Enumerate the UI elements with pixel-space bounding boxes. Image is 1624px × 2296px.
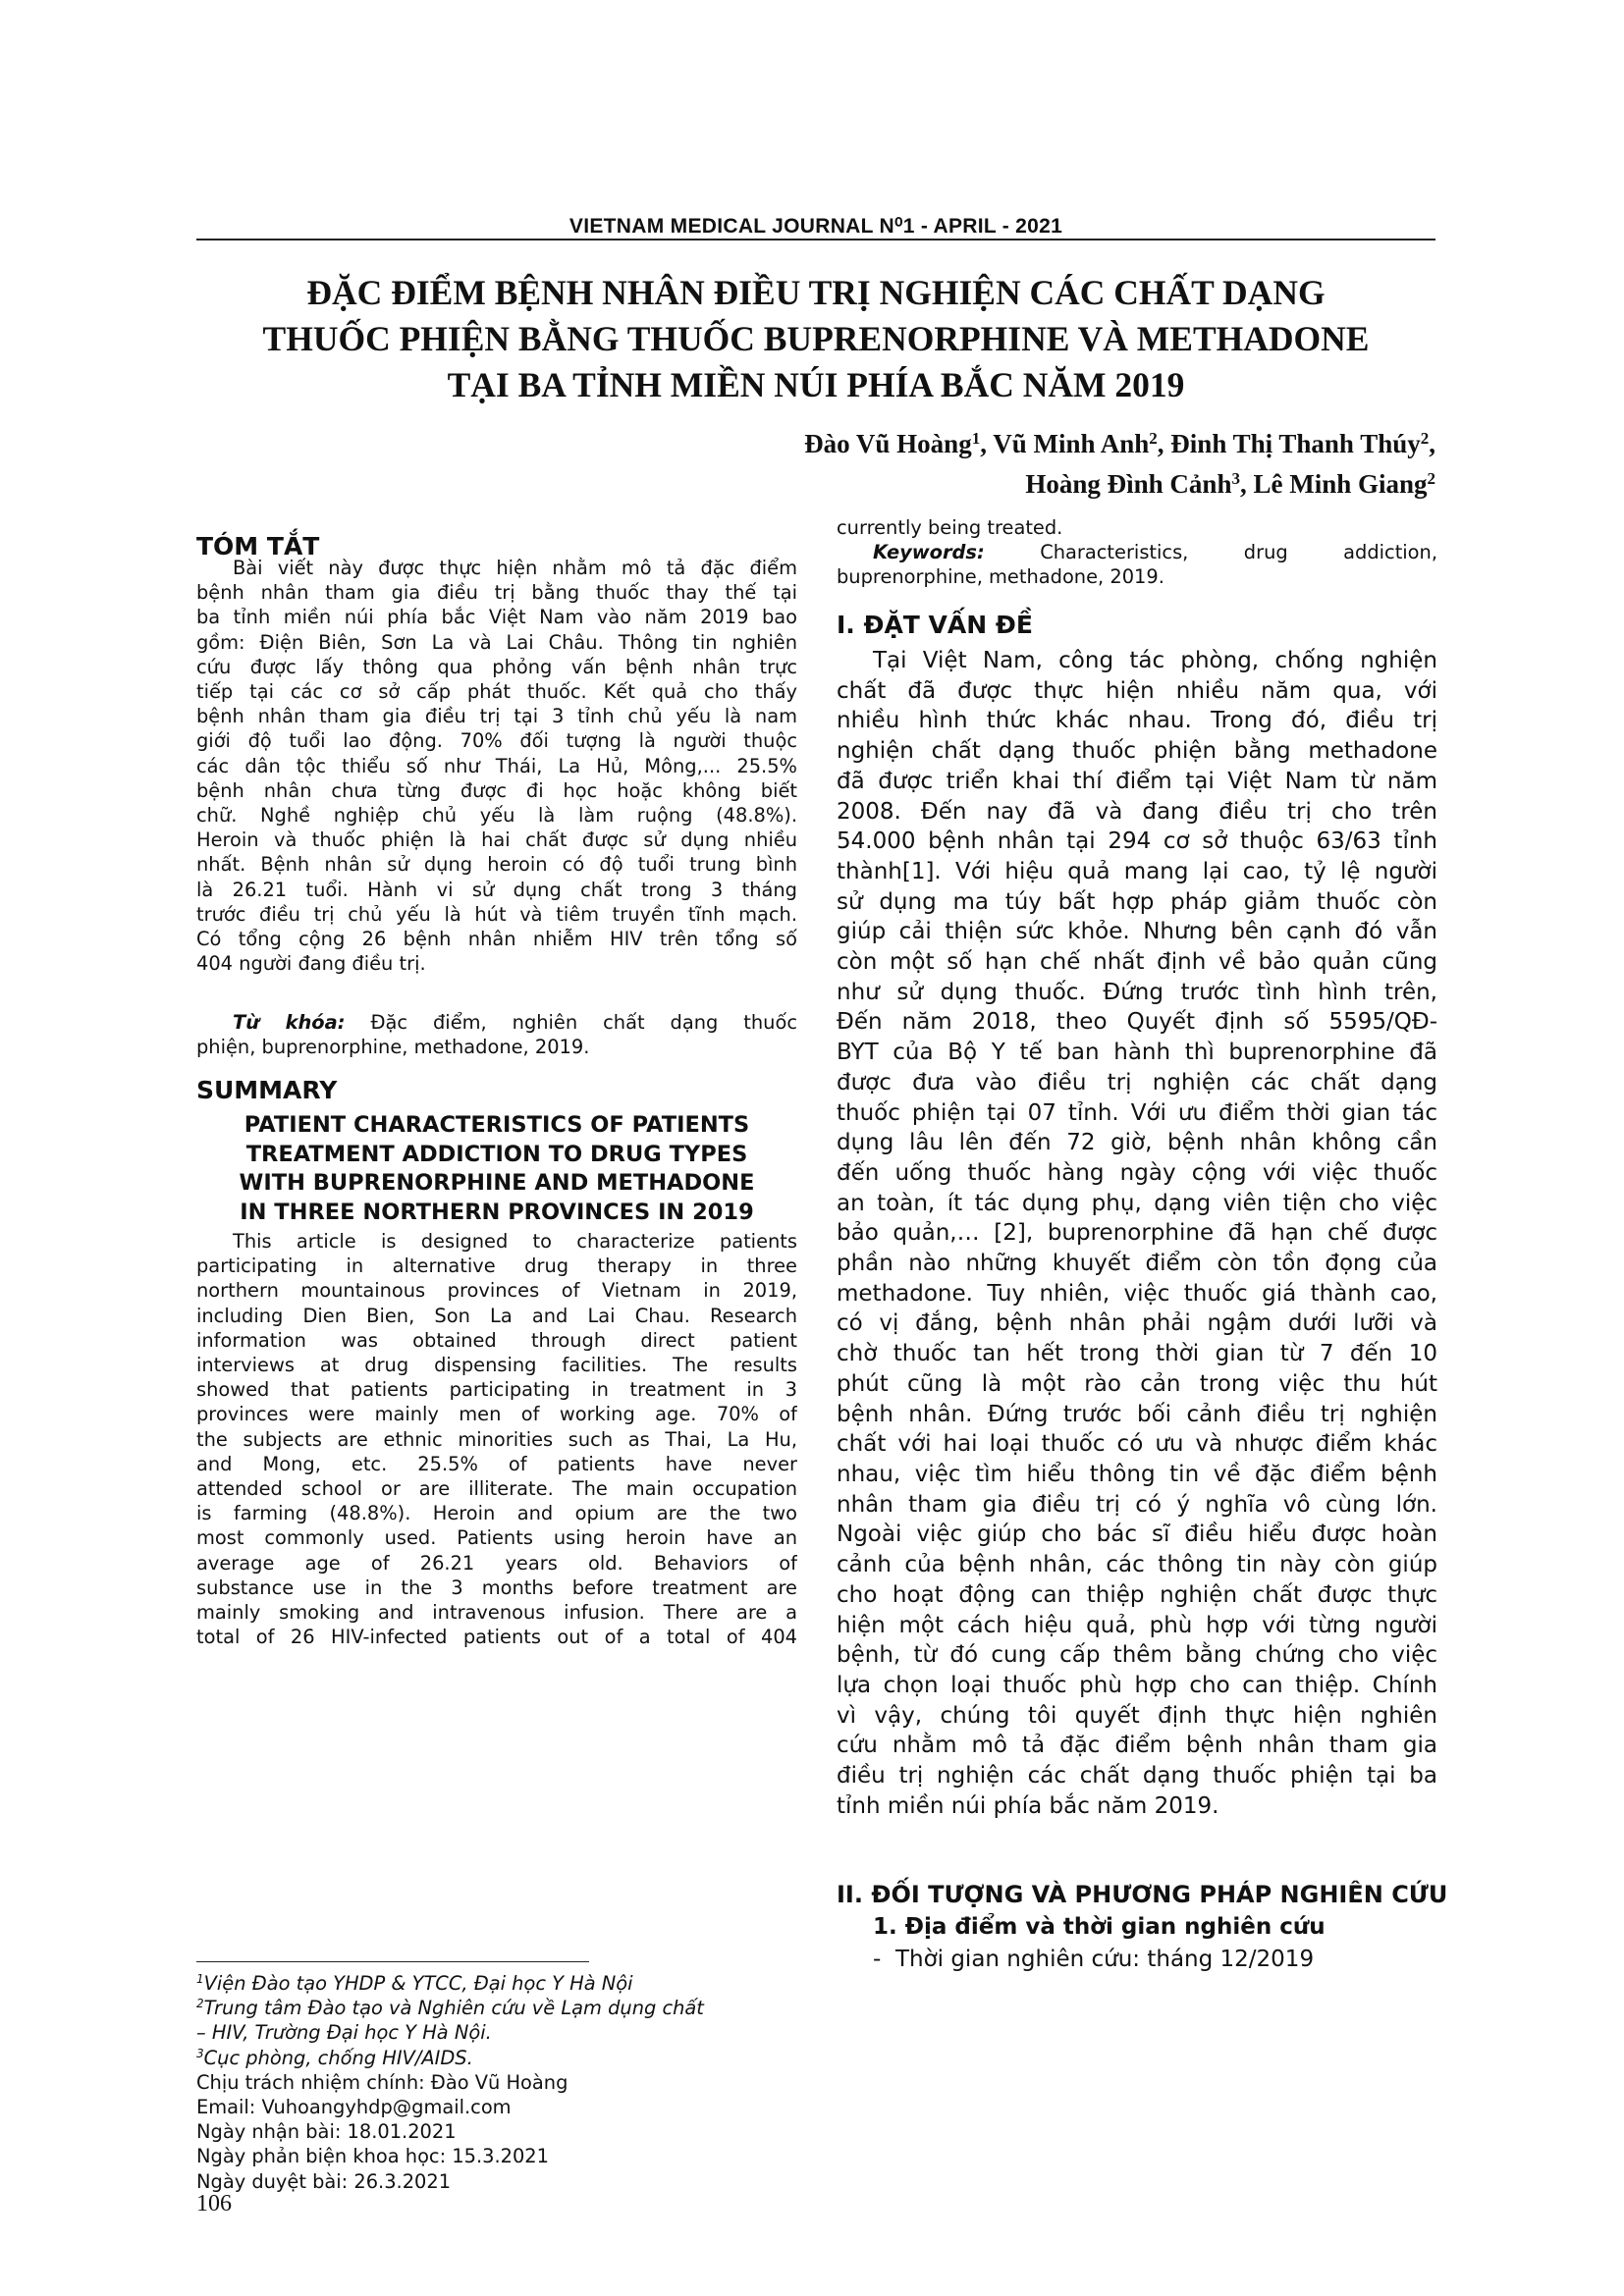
keywords-label: Từ khóa:	[233, 1011, 346, 1034]
keywords-line: buprenorphine, methadone, 2019.	[837, 565, 1164, 589]
abstract-en-continued	[837, 515, 1437, 540]
author-affiliation-mark: 2	[1427, 469, 1435, 488]
summary-title-line: WITH BUPRENORPHINE AND METHADONE	[239, 1170, 755, 1196]
text-line: đã được triển khai thí điểm tại Việt Nam từ năm	[837, 768, 1437, 794]
text-line: có vị đắng, bệnh nhân phải ngậm dưới lưỡi và	[837, 1310, 1437, 1337]
author-line: Hoàng Đình Cảnh$^3$, Lê Minh Giang$^2$	[1025, 469, 1435, 499]
author-name: Đinh Thị Thanh Thúy	[1170, 429, 1421, 458]
keywords-line: phiện, buprenorphine, methadone, 2019.	[196, 1036, 590, 1059]
text-line: currently being treated.	[837, 516, 1063, 539]
text-line: chất với hai loại thuốc có ưu và nhược điểm khác	[837, 1431, 1437, 1458]
author-affiliation-mark: 1	[971, 429, 981, 448]
text-line: 54.000 bệnh nhân tại 294 cơ sở thuộc 63/63 tỉnh	[837, 828, 1437, 855]
text-line: 2008. Đến nay đã và đang điều trị cho trên	[837, 798, 1437, 825]
author-list	[804, 424, 1435, 505]
date-accepted: Ngày duyệt bài: 26.3.2021	[196, 2169, 452, 2193]
footnote-mark: 3	[196, 2046, 204, 2060]
author-name: Vũ Minh Anh	[993, 429, 1150, 458]
title-line: TẠI BA TỈNH MIỀN NÚI PHÍA BẮC NĂM 2019	[447, 365, 1185, 404]
text-line: Có tổng cộng 26 bệnh nhân nhiễm HIV trên tổng số	[196, 928, 797, 951]
text-line: điều trị nghiện các chất dạng thuốc phiện tại ba	[837, 1763, 1437, 1789]
text-line: substance use in the 3 months before treatment are	[196, 1575, 797, 1599]
footnote-text: Trung tâm Đào tạo và Nghiên cứu về Lạm dụng chất	[203, 1997, 704, 2020]
text-line: bệnh nhân chưa từng được đi học hoặc không biết	[196, 778, 797, 802]
author-affiliation-mark: 3	[1231, 469, 1240, 488]
text-line: thuốc phiện tại 07 tỉnh. Với ưu điểm thời gian tác	[837, 1099, 1437, 1126]
footnote-mark: 1	[196, 1972, 204, 1986]
text-line: methadone. Tuy nhiên, việc thuốc giá thành cao,	[837, 1280, 1437, 1307]
text-line: chờ thuốc tan hết trong thời gian từ 7 đến 10	[837, 1341, 1437, 1367]
keywords-text: Characteristics, drug addiction,	[1040, 541, 1437, 563]
author-name: Hoàng Đình Cảnh	[1025, 469, 1232, 499]
text-line: an toàn, ít tác dụng phụ, dạng viên tiện cho việc	[837, 1190, 1437, 1216]
text-line: các dân tộc thiểu số như Thái, La Hủ, Mông,... 25.5%	[196, 754, 797, 777]
methods-subheading: 1. Địa điểm và thời gian nghiên cứu	[873, 1914, 1326, 1940]
text-line: participating in alternative drug therapy in three	[196, 1255, 797, 1278]
bullet-text: Thời gian nghiên cứu: tháng 12/2019	[894, 1947, 1315, 1972]
running-header: VIETNAM MEDICAL JOURNAL N⁰1 - APRIL - 2021	[568, 215, 1063, 238]
summary-title-line: IN THREE NORTHERN PROVINCES IN 2019	[240, 1199, 754, 1225]
text-line: interviews at drug dispensing facilities. The results	[196, 1354, 797, 1377]
footnote-affiliation	[196, 1971, 797, 1996]
text-line: phần nào những khuyết điểm còn tồn đọng của	[837, 1251, 1437, 1277]
text-line: thành[1]. Với hiệu quả mang lại cao, tỷ lệ người	[837, 858, 1437, 884]
text-line: provinces were mainly men of working age. 70% of	[196, 1403, 797, 1426]
text-line: most commonly used. Patients using heroin have an	[196, 1526, 797, 1550]
text-line: chất đã được thực hiện nhiều năm qua, với	[837, 677, 1437, 704]
text-line: nhau, việc tìm hiểu thông tin về đặc điểm bệnh	[837, 1461, 1437, 1487]
text-line: gồm: Điện Biên, Sơn La và Lai Châu. Thông tin nghiên	[196, 630, 797, 654]
author-affiliation-mark: 2	[1420, 429, 1430, 448]
text-line: phút cũng là một rào cản trong việc thu hút	[837, 1370, 1437, 1397]
text-line: Đến năm 2018, theo Quyết định số 5595/QĐ-	[837, 1009, 1437, 1036]
text-line: showed that patients participating in treatment in 3	[196, 1378, 797, 1402]
footnote-text: – HIV, Trường Đại học Y Hà Nội.	[196, 2021, 492, 2045]
abstract-en-body	[196, 1229, 797, 1649]
methods-heading: II. ĐỐI TƯỢNG VÀ PHƯƠNG PHÁP NGHIÊN CỨU	[837, 1881, 1448, 1908]
keywords-vi	[196, 1010, 797, 1059]
text-line: nhân tham gia điều trị có ý nghĩa vô cùng lớn.	[837, 1491, 1437, 1518]
footnote-affiliation	[196, 1996, 797, 2020]
text-line: nghiện chất dạng thuốc phiện bằng methadone	[837, 738, 1437, 765]
text-line: including Dien Bien, Son La and Lai Chau. Research	[196, 1304, 797, 1327]
text-line: bệnh nhân. Đứng trước bối cảnh điều trị nghiện	[837, 1401, 1437, 1427]
text-line: bệnh nhân tham gia điều trị bằng thuốc thay thế tại	[196, 581, 797, 605]
text-line: the subjects are ethnic minorities such as Thai, La Hu,	[196, 1427, 797, 1451]
text-line: Bài viết này được thực hiện nhằm mô tả đặc điểm	[233, 557, 797, 579]
text-line: chữ. Nghề nghiệp chủ yếu là làm ruộng (48.8%).	[196, 804, 797, 828]
summary-title-line: PATIENT CHARACTERISTICS OF PATIENTS	[244, 1112, 750, 1138]
text-line: cứu được lấy thông qua phỏng vấn bệnh nhân trực	[196, 655, 797, 678]
text-line: dụng lâu lên đến 72 giờ, bệnh nhân không cần	[837, 1130, 1437, 1156]
abstract-vi-body	[196, 556, 797, 976]
author-affiliation-mark: 2	[1149, 429, 1158, 448]
text-line: như sử dụng thuốc. Đứng trước tình hình trên,	[837, 979, 1437, 1005]
text-line: total of 26 HIV-infected patients out of a total of 404	[196, 1626, 797, 1649]
date-reviewed: Ngày phản biện khoa học: 15.3.2021	[196, 2145, 549, 2168]
methods-bullet	[873, 1947, 1314, 1972]
footnote-text: Cục phòng, chống HIV/AIDS.	[203, 2046, 473, 2069]
corresponding-author: Chịu trách nhiệm chính: Đào Vũ Hoàng	[196, 2070, 568, 2094]
text-line: tiếp tại các cơ sở cấp phát thuốc. Kết quả cho thấy	[196, 680, 797, 704]
abstract-vi-heading: TÓM TẮT	[196, 532, 320, 561]
text-line: Ngoài việc giúp cho bác sĩ điều hiểu được hoàn	[837, 1522, 1437, 1548]
text-line: 404 người đang điều trị.	[196, 952, 426, 976]
author-line: Đào Vũ Hoàng$^1$, Vũ Minh Anh$^2$, Đinh Thị Thanh Thúy$^2$,	[804, 429, 1435, 458]
text-line: Heroin và thuốc phiện là hai chất được sử dụng nhiều	[196, 828, 797, 852]
text-line: average age of 26.21 years old. Behaviors of	[196, 1551, 797, 1575]
text-line: and Mong, etc. 25.5% of patients have never	[196, 1452, 797, 1475]
text-line: BYT của Bộ Y tế ban hành thì buprenorphine đã	[837, 1040, 1437, 1066]
header-rule	[196, 239, 1435, 240]
text-line: hiện một cách hiệu quả, phù hợp với từng người	[837, 1612, 1437, 1638]
corresponding-email: Email: Vuhoangyhdp@gmail.com	[196, 2096, 512, 2119]
summary-title	[196, 1111, 797, 1227]
text-line: bệnh, từ đó cung cấp thêm bằng chứng cho việc	[837, 1642, 1437, 1669]
text-line: mainly smoking and intravenous infusion. There are a	[196, 1601, 797, 1625]
keywords-text: Đặc điểm, nghiên chất dạng thuốc	[370, 1011, 797, 1034]
text-line: đến uống thuốc hàng ngày cộng với việc thuốc	[837, 1159, 1437, 1186]
text-line: nhất. Bệnh nhân sử dụng heroin có độ tuổi trung bình	[196, 853, 797, 877]
text-line: cho hoạt động can thiệp nghiện chất được thực	[837, 1581, 1437, 1608]
article-title	[196, 270, 1435, 408]
text-line: information was obtained through direct patient	[196, 1328, 797, 1352]
keywords-line	[837, 540, 1437, 564]
text-line: còn một số hạn chế nhất định về bảo quản cũng	[837, 949, 1437, 976]
text-line: This article is designed to characterize patients	[233, 1230, 797, 1253]
text-line: is farming (48.8%). Heroin and opium are the two	[196, 1502, 797, 1525]
text-line: bảo quản,… [2], buprenorphine đã hạn chế được	[837, 1220, 1437, 1247]
text-line: giúp cải thiện sức khỏe. Nhưng bên cạnh đó vẫn	[837, 919, 1437, 945]
footnote-text: Viện Đào tạo YHDP & YTCC, Đại học Y Hà Nội	[203, 1972, 633, 1995]
footnote-rule	[196, 1961, 589, 1962]
author-name: Đào Vũ Hoàng	[804, 429, 972, 458]
text-line: tỉnh miền núi phía bắc năm 2019.	[837, 1792, 1219, 1819]
footnotes	[196, 1971, 797, 2194]
text-line: trước điều trị chủ yếu là hút và tiêm truyền tĩnh mạch.	[196, 902, 797, 926]
intro-heading: I. ĐẶT VẤN ĐỀ	[837, 611, 1033, 639]
page-number: 106	[196, 2191, 232, 2216]
text-line: attended school or are illiterate. The main occupation	[196, 1477, 797, 1501]
keywords-en	[837, 540, 1437, 589]
text-line: là 26.21 tuổi. Hành vi sử dụng chất trong 3 tháng	[196, 878, 797, 901]
text-line: bệnh nhân tham gia điều trị tại 3 tỉnh chủ yếu là nam	[196, 705, 797, 728]
keywords-line	[196, 1010, 797, 1035]
intro-body	[837, 646, 1437, 1821]
text-line: cứu nhằm mô tả đặc điểm bệnh nhân tham gia	[837, 1733, 1437, 1759]
title-line: THUỐC PHIỆN BẰNG THUỐC BUPRENORPHINE VÀ METHADONE	[262, 319, 1370, 358]
summary-heading: SUMMARY	[196, 1076, 338, 1104]
keywords-label: Keywords:	[873, 541, 985, 563]
title-line: ĐẶC ĐIỂM BỆNH NHÂN ĐIỀU TRỊ NGHIỆN CÁC CHẤT DẠNG	[306, 273, 1326, 312]
text-line: cảnh của bệnh nhân, các thông tin này còn giúp	[837, 1552, 1437, 1578]
text-line: ba tỉnh miền núi phía bắc Việt Nam vào năm 2019 bao	[196, 606, 797, 629]
footnote-affiliation	[196, 2046, 797, 2070]
footnote-mark: 2	[196, 1997, 204, 2011]
bullet-mark: -	[873, 1947, 882, 1972]
summary-title-line: TREATMENT ADDICTION TO DRUG TYPES	[245, 1141, 748, 1167]
text-line: được đưa vào điều trị nghiện các chất dạng	[837, 1069, 1437, 1095]
date-received: Ngày nhận bài: 18.01.2021	[196, 2120, 457, 2144]
author-name: Lê Minh Giang	[1253, 469, 1428, 499]
text-line: nhiều hình thức khác nhau. Trong đó, điều trị	[837, 708, 1437, 734]
text-line: lựa chọn loại thuốc phù hợp cho can thiệp. Chính	[837, 1672, 1437, 1698]
text-line: vì vậy, chúng tôi quyết định thực hiện nghiên	[837, 1702, 1437, 1729]
text-line: giới độ tuổi lao động. 70% đối tượng là người thuộc	[196, 729, 797, 753]
text-line: sử dụng ma túy bất hợp pháp giảm thuốc còn	[837, 888, 1437, 915]
text-line: northern mountainous provinces of Vietnam in 2019,	[196, 1279, 797, 1303]
text-line: Tại Việt Nam, công tác phòng, chống nghiện	[873, 648, 1437, 673]
